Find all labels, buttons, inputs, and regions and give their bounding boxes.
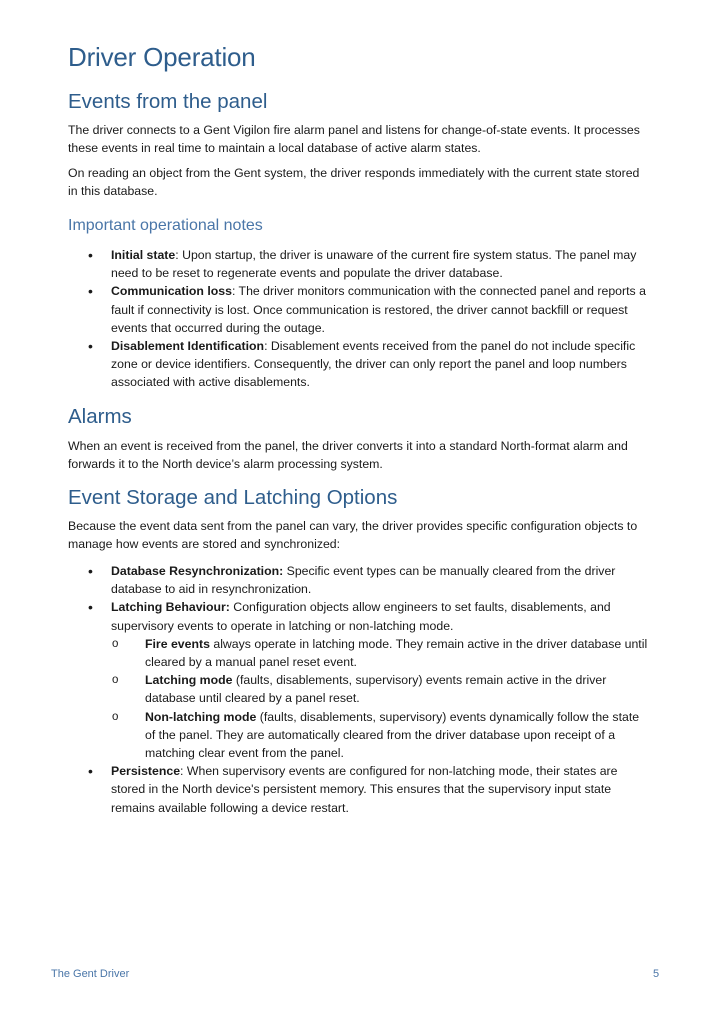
events-paragraph-1: The driver connects to a Gent Vigilon fire alarm panel and listens for change-of-state events. It processes these events in real time to maintain a local database of active alarm states. [68, 123, 640, 156]
sublist-item-term: Latching mode [145, 673, 233, 688]
sublist-item-text: (faults, disablements, supervisory) events dynamically follow the state of the panel. They are automatically cleared from the driver database upon receipt of a matching clear event from the panel. [145, 709, 640, 761]
list-item [68, 562, 648, 598]
list-item [68, 282, 648, 337]
operational-notes-list [68, 246, 648, 392]
storage-paragraph: Because the event data sent from the panel can vary, the driver provides specific configuration objects to manage how events are stored and synchronized: [68, 519, 638, 552]
section-heading-events: Events from the panel [68, 90, 268, 113]
storage-options-list [68, 562, 648, 817]
list-item [68, 246, 648, 282]
list-item-term: Latching Behaviour: [111, 600, 230, 615]
sublist-item-text: always operate in latching mode. They remain active in the driver database until cleared by a manual panel reset event. [145, 636, 648, 670]
page-title: Driver Operation [68, 42, 256, 72]
list-item [68, 762, 648, 817]
list-item-separator: : [231, 284, 236, 299]
list-item-text: Specific event types can be manually cleared from the driver database to aid in resynchronization. [111, 564, 616, 597]
alarms-paragraph: When an event is received from the panel, the driver converts it into a standard North-format alarm and forwards it to the North device’s alarm processing system. [68, 439, 628, 472]
list-item-text: : When supervisory events are configured for non-latching mode, their states are stored in the North device's persistent memory. This ensures that the supervisory input state remains available following a device restart. [111, 764, 618, 815]
footer-document-title: The Gent Driver [51, 968, 130, 980]
sublist-item-text: (faults, disablements, supervisory) events remain active in the driver database until cleared by a panel reset. [145, 673, 607, 706]
events-paragraph-2: On reading an object from the Gent system, the driver responds immediately with the current state stored in this database. [68, 166, 640, 199]
list-item-term: Communication loss [111, 284, 232, 299]
sublist-item [111, 708, 648, 763]
list-item-text: Disablement events received from the panel do not include specific zone or device identifiers. Consequently, the driver can only report the panel and loop numbers associated with active disablements. [111, 339, 636, 390]
list-item [68, 598, 648, 762]
sublist-item-term: Non-latching mode [145, 709, 257, 724]
subheading-operational-notes: Important operational notes [68, 217, 263, 234]
list-item-text: Configuration objects allow engineers to set faults, disablements, and supervisory events to operate in latching or non-latching mode. [111, 600, 611, 633]
list-item [68, 337, 648, 392]
list-item-term: Disablement Identification [111, 339, 265, 354]
list-item-separator: : [175, 248, 179, 262]
sublist-item [111, 635, 648, 671]
section-heading-storage: Event Storage and Latching Options [68, 486, 398, 509]
sublist-item [111, 671, 648, 707]
latching-sublist [111, 635, 648, 762]
list-item-separator: : [264, 339, 268, 354]
footer-page-number: 5 [653, 968, 660, 980]
section-heading-alarms: Alarms [68, 405, 132, 428]
list-item-text: Upon startup, the driver is unaware of the current fire system status. The panel may need to be reset to regenerate events and populate the driver database. [111, 248, 637, 281]
list-item-term: Initial state [111, 248, 176, 262]
list-item-term: Database Resynchronization: [111, 564, 284, 578]
sublist-item-term: Fire events [145, 636, 210, 651]
list-item-text: The driver monitors communication with the connected panel and reports a fault if connectivity is lost. Once communication is restored, the driver cannot backfill or request events that occurred during the outage. [111, 284, 646, 335]
list-item-term: Persistence [111, 764, 181, 779]
